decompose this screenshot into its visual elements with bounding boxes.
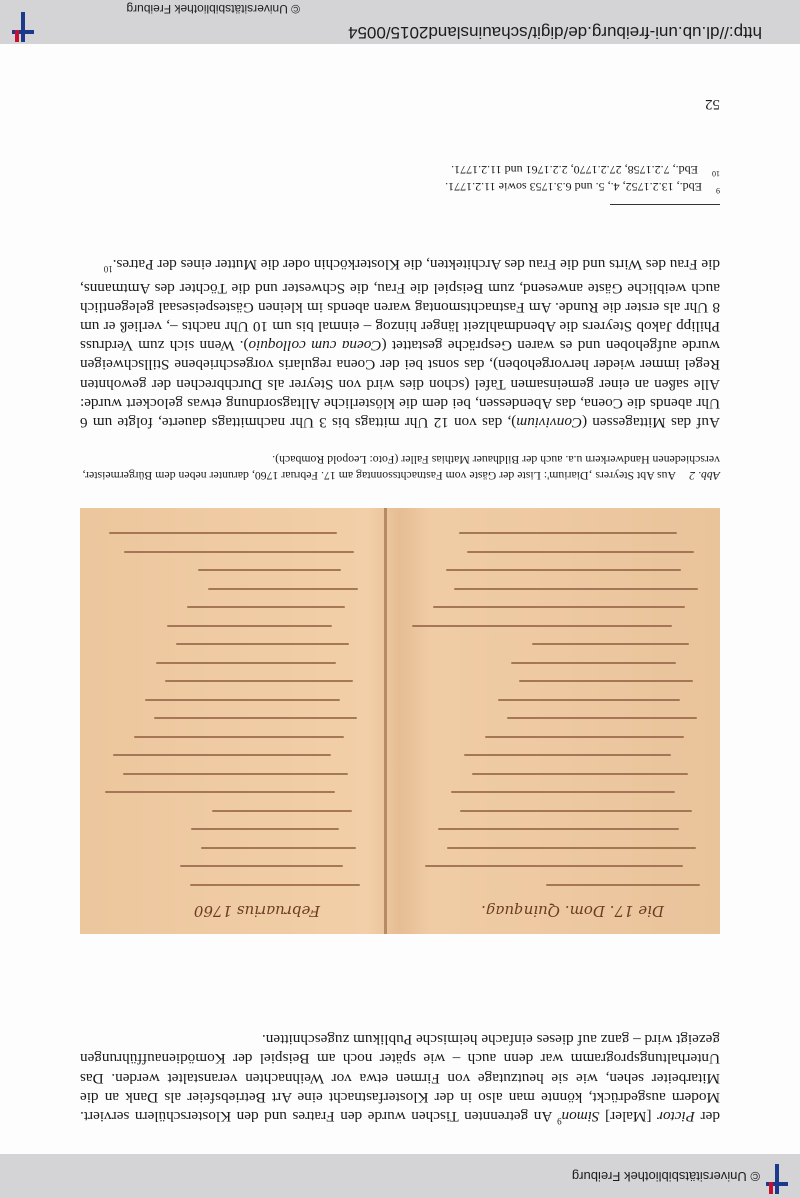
handwriting-line bbox=[460, 810, 692, 812]
bottom-bar bbox=[0, 0, 800, 44]
handwriting-line bbox=[190, 884, 360, 886]
caption-label: Abb. 2 bbox=[689, 469, 720, 483]
manuscript-heading-left: Die 17. Dom. Quinquag. bbox=[481, 902, 664, 920]
handwriting-line bbox=[167, 625, 332, 627]
handwriting-line bbox=[532, 644, 689, 646]
handwriting-line bbox=[511, 662, 676, 664]
handwriting-line bbox=[177, 644, 350, 646]
handwriting-line bbox=[472, 773, 688, 775]
handwriting-line bbox=[134, 736, 344, 738]
footnote-ref-10[interactable]: 10 bbox=[103, 264, 113, 275]
figure-caption bbox=[80, 452, 720, 484]
manuscript-photo bbox=[80, 508, 720, 934]
handwriting-line bbox=[155, 718, 358, 720]
handwriting-line bbox=[507, 718, 697, 720]
caption-text: Aus Abt Steyrers ‚Diarium': Liste der Gäste vom Fastnachtssonntag am 17. Februar 1760, darunter neben dem Bürgermeister, verschiedenen Handwerkern u.a. auch der Bildhauer Mathias Faller (Foto: Leopold Rombach). bbox=[82, 453, 720, 483]
handwriting-line bbox=[485, 736, 684, 738]
handwriting-line bbox=[156, 662, 336, 664]
manuscript-heading-right: Februarius 1760 bbox=[193, 902, 320, 920]
handwriting-line bbox=[519, 681, 693, 683]
ub-freiburg-logo-icon bbox=[762, 1150, 792, 1194]
handwriting-line bbox=[546, 884, 700, 886]
footnote-9: $^9$Ebd., 13.2.1752, 4., 5. und 6.3.1753 sowie 11.2.1771. bbox=[445, 180, 720, 195]
book-spine bbox=[384, 508, 387, 934]
footnote-10: $^{10}$Ebd., 7.2.1758, 27.2.1770, 2.2.1761 und 11.2.1771. bbox=[451, 163, 720, 178]
handwriting-line bbox=[145, 699, 340, 701]
handwriting-line bbox=[425, 866, 683, 868]
handwriting-line bbox=[451, 792, 675, 794]
handwriting-line bbox=[181, 866, 344, 868]
copyright-text: © Universitätsbibliothek Freiburg bbox=[571, 1169, 760, 1184]
handwriting-line bbox=[166, 681, 354, 683]
handwriting-line bbox=[447, 847, 696, 849]
handwriting-line bbox=[438, 829, 679, 831]
handwriting-line bbox=[433, 607, 685, 609]
handwriting-line bbox=[498, 699, 680, 701]
handwriting-line bbox=[208, 588, 358, 590]
handwriting-line bbox=[459, 533, 677, 535]
handwriting-line bbox=[467, 551, 694, 553]
handwriting-line bbox=[192, 829, 340, 831]
top-bar bbox=[0, 1154, 800, 1198]
handwriting-line bbox=[454, 588, 698, 590]
handwriting-line bbox=[123, 773, 348, 775]
handwriting-line bbox=[188, 607, 346, 609]
handwriting-line bbox=[201, 847, 356, 849]
document-url-link[interactable]: http://dl.ub.uni-freiburg.de/digit/schauinsland2015/0054 bbox=[348, 23, 762, 42]
paragraph-intro: der Pictor [Maler] Simon$^9$ An getrennten Tischen wurde den Fratres und den Klosterschülern serviert. Modern ausgedrückt, könnte man also in der Klosterfastnacht eine Art Betriebsfeier als Dank an die Mitarbeiter sehen, wie sie heutzutage von Firmen etwa vor Weihnachten veranstaltet werden. Das Unterhaltungsprogramm war denn auch – wie später noch am Beispiel der Komödienaufführungen gezeigt wird – ganz auf dieses einfache heimische Publikum zugeschnitten. bbox=[80, 1031, 720, 1126]
paragraph-coena: Auf das Mittagessen (Convivium), das von 12 Uhr mittags bis 3 Uhr nachmittags dauerte, folgte um 6 Uhr abends die Coena, das Abendessen, bei dem die klösterliche Alltagsordnung etwas gelockert wurde: Alle saßen an einer gemeinsamen Tafel (schon dies wird von Steyrer als Durchbrechen der gewohnten Regel immer wieder hervorgehoben), das sonst bei der Coena regularis vorgeschriebene Stillschweigen wurde aufgehoben und es waren Gespräche gestattet (Coena cum colloquio). Wenn sich zum Verdruss Philipp Jakob Steyrers die Abendmahlzeit länger hinzog – einmal bis um 10 Uhr nachts –, verließ er um 8 Uhr als erster die Runde. Am Fastnachtsmontag waren abends im kleinen Gästespeisesaal gelegentlich auch weibliche Gäste anwesend, zum Beispiel die Frau, die Schwester und die Töchter des Amtmanns, die Frau des Wirts und die Frau des Architekten, die Klosterköchin oder die Mutter eines der Patres.$^{10}$ bbox=[80, 256, 720, 431]
ub-freiburg-logo-icon bbox=[8, 0, 38, 42]
handwriting-line bbox=[105, 792, 335, 794]
footnote-ref-9[interactable]: 9 bbox=[557, 1116, 562, 1126]
copyright-text: © Universitätsbibliothek Freiburg bbox=[126, 2, 300, 16]
handwriting-line bbox=[114, 755, 332, 757]
footnote-divider bbox=[610, 204, 720, 205]
handwriting-line bbox=[110, 533, 338, 535]
handwriting-line bbox=[412, 625, 672, 627]
handwriting-line bbox=[446, 570, 681, 572]
page-number: 52 bbox=[705, 96, 720, 112]
handwriting-line bbox=[464, 755, 671, 757]
handwriting-line bbox=[212, 810, 352, 812]
handwriting-line bbox=[124, 551, 354, 553]
handwriting-line bbox=[199, 570, 342, 572]
